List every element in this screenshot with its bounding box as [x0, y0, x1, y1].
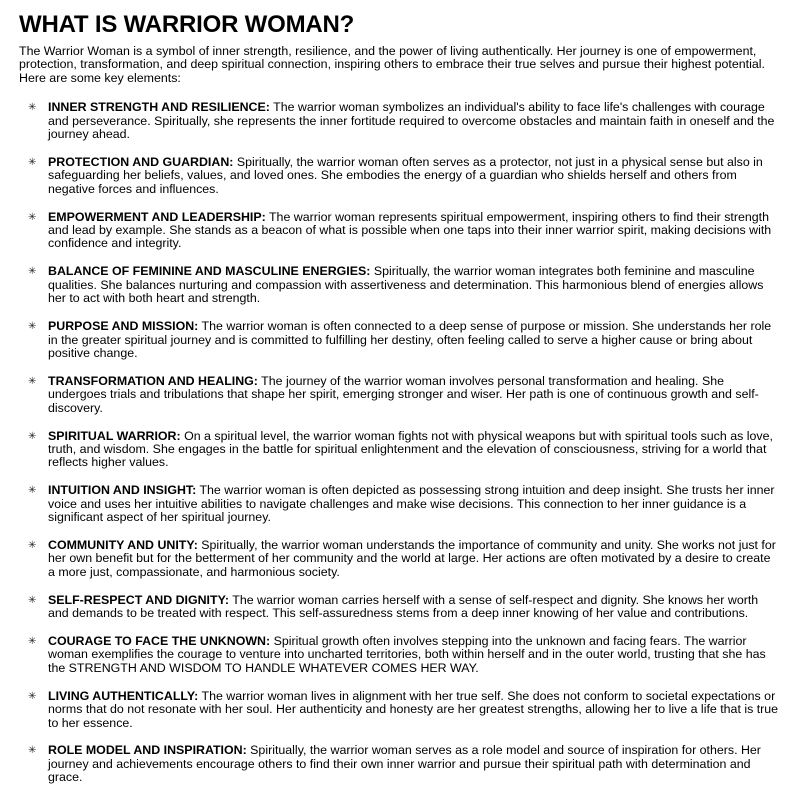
list-item — [19, 484, 780, 524]
item-title: BALANCE OF FEMININE AND MASCULINE ENERGIES: — [48, 264, 371, 279]
list-item — [19, 594, 780, 621]
asterisk-bullet-icon: ✳ — [28, 211, 37, 223]
list-item — [19, 539, 780, 579]
item-text: The warrior woman is often connected to a deep sense of purpose or mission. She understands her role in the greater spiritual journey and is committed to fulfilling her destiny, often feeling called to serve a higher cause or bring about positive change. — [48, 319, 772, 360]
item-text: Spiritual growth often involves stepping into the unknown and facing fears. The warrior woman exemplifies the courage to venture into uncharted territories, both within herself and in the outer world, trusting that she has the STRENGTH AND WISDOM TO HANDLE WHATEVER COMES HER WAY. — [48, 634, 766, 675]
key-elements-list — [19, 101, 780, 784]
item-title: PROTECTION AND GUARDIAN: — [48, 154, 234, 169]
item-text: The warrior woman represents spiritual empowerment, inspiring others to find their strength and lead by example. She stands as a beacon of what is possible when one taps into their inner warrior spirit, making decisions with confidence and integrity. — [48, 209, 772, 251]
asterisk-bullet-icon: ✳ — [28, 266, 37, 278]
asterisk-bullet-icon: ✳ — [28, 430, 37, 442]
asterisk-bullet-icon: ✳ — [28, 690, 37, 702]
asterisk-bullet-icon: ✳ — [28, 321, 37, 333]
asterisk-bullet-icon: ✳ — [28, 539, 37, 551]
item-title: INNER STRENGTH AND RESILIENCE: — [48, 100, 270, 115]
item-text: The warrior woman lives in alignment with her true self. She does not conform to societal expectations or norms that do not resonate with her soul. Her authenticity and honesty are her greatest strengths, allowing her to live a life that is true to her essence. — [48, 688, 779, 730]
list-item — [19, 101, 780, 141]
page-title: WHAT IS WARRIOR WOMAN? — [19, 11, 355, 38]
list-item — [19, 320, 780, 360]
list-item — [19, 211, 780, 251]
item-title: LIVING AUTHENTICALLY: — [48, 688, 199, 703]
item-text: The warrior woman symbolizes an individual's ability to face life's challenges with courage and perseverance. Spiritually, she represents the inner fortitude required to overcome obstacles and maintain faith in oneself and the journey ahead. — [48, 100, 775, 142]
list-item — [19, 430, 780, 470]
intro-paragraph: The Warrior Woman is a symbol of inner strength, resilience, and the power of living authentically. Her journey is one of empowerment, protection, transformation, and deep spiritual connection, inspiring others to embrace their true selves and pursue their highest potential. Here are some key elements: — [19, 44, 765, 85]
asterisk-bullet-icon: ✳ — [28, 485, 37, 497]
item-title: TRANSFORMATION AND HEALING: — [48, 373, 258, 388]
item-text: Spiritually, the warrior woman integrates both feminine and masculine qualities. She balances nurturing and compassion with assertiveness and determination. This harmonious blend of energies allows her to act with both heart and strength. — [48, 264, 764, 306]
list-item — [19, 744, 780, 784]
asterisk-bullet-icon: ✳ — [28, 156, 37, 168]
asterisk-bullet-icon: ✳ — [28, 636, 37, 647]
asterisk-bullet-icon: ✳ — [28, 594, 37, 606]
asterisk-bullet-icon: ✳ — [28, 375, 37, 387]
list-item — [19, 265, 780, 305]
item-title: COMMUNITY AND UNITY: — [48, 537, 198, 552]
item-text: Spiritually, the warrior woman understands the importance of community and unity. She works not just for her own benefit but for the betterment of her community and the world at large. Her actions are often motivated by a desire to create a more just, compassionate, and harmonious society. — [48, 537, 776, 579]
list-item — [19, 690, 780, 730]
asterisk-bullet-icon: ✳ — [28, 102, 37, 114]
list-item — [19, 156, 780, 196]
item-text: The warrior woman is often depicted as possessing strong intuition and deep insight. She trusts her inner voice and uses her intuitive abilities to navigate challenges and make wise decisions. This connection to her inner guidance is a significant aspect of her spiritual journey. — [48, 483, 775, 525]
item-title: COURAGE TO FACE THE UNKNOWN: — [48, 634, 271, 648]
list-item — [19, 635, 780, 675]
item-text: Spiritually, the warrior woman often serves as a protector, not just in a physical sense but also in safeguarding her beliefs, values, and loved ones. She embodies the energy of a guardian who shields herself and others from negative forces and influences. — [48, 154, 763, 196]
item-title: SELF-RESPECT AND DIGNITY: — [48, 592, 230, 607]
item-text: The warrior woman carries herself with a sense of self-respect and dignity. She knows her worth and demands to be treated with respect. This self-assuredness stems from a deep inner knowing of her value and contributions. — [48, 592, 759, 621]
item-title: PURPOSE AND MISSION: — [48, 319, 199, 334]
item-text: The journey of the warrior woman involves personal transformation and healing. She undergoes trials and tribulations that shape her spirit, emerging stronger and wiser. Her path is one of continuous growth and self-discovery. — [48, 373, 759, 415]
list-item — [19, 375, 780, 415]
item-title: SPIRITUAL WARRIOR: — [48, 428, 181, 443]
item-title: ROLE MODEL AND INSPIRATION: — [48, 743, 247, 758]
item-text: Spiritually, the warrior woman serves as a role model and source of inspiration for others. Her journey and achievements encourage others to find their own inner warrior and pursue their spiritual path with determination and grace. — [48, 743, 761, 785]
item-text: On a spiritual level, the warrior woman fights not with physical weapons but with spiritual tools such as love, truth, and wisdom. She engages in the battle for spiritual enlightenment and the elevation of consciousness, striving for a world that reflects higher values. — [48, 428, 773, 470]
item-title: INTUITION AND INSIGHT: — [48, 483, 197, 498]
asterisk-bullet-icon: ✳ — [28, 745, 37, 757]
item-title: EMPOWERMENT AND LEADERSHIP: — [48, 209, 266, 224]
